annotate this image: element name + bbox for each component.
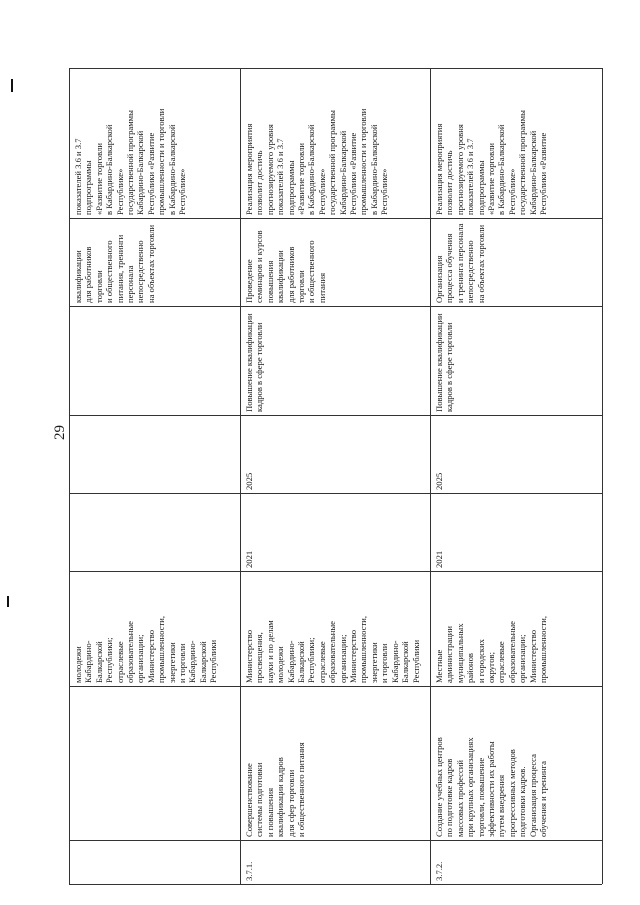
scan-mark: [11, 79, 13, 92]
table-column-border: [69, 493, 602, 494]
table-row-border: [240, 68, 241, 884]
cell-end-year: 2025: [434, 472, 444, 490]
cell-start-year: 2021: [244, 550, 254, 568]
cell-content: Организация процесса обучения и тренинга персонала непосредственно на объектах торговли: [434, 223, 486, 303]
cell-start-year: [73, 496, 236, 568]
cell-start-year: 2021: [434, 550, 444, 568]
table-column-border: [69, 218, 602, 219]
table-row-border: [69, 68, 70, 884]
cell-executors: Местные администрации муниципальных районов и городских округов; отраслевые образовательные организации; Министерство промышленности,: [434, 616, 549, 683]
cell-executors: Министерство просвещения, науки и по делам молодежи Кабардино- Балкарской Республики; отраслевые образовательные организации; Министерство промышленности, энергетики и торговли Кабардино- Балкарской Республики: [244, 616, 421, 683]
cell-activity: [73, 689, 236, 837]
cell-activity: Создание учебных центров по подготовке кадров массовых профессий при крупных организациях торговли, повышение эффективности их работы путем внедрения прогрессивных методов подготовки кадров. Организация процесса обучения и тренинга: [434, 737, 549, 837]
cell-result: Повышение квалификации кадров в сфере торговли: [434, 313, 455, 412]
table-column-border: [69, 840, 602, 841]
cell-content: Проведение семинаров и курсов повышения квалификации для работников торговли и общественного питания: [244, 230, 327, 303]
cell-result: Повышение квалификации кадров в сфере торговли: [244, 313, 265, 412]
cell-end-year: [73, 418, 236, 490]
cell-indicator: показателей 3.6 и 3.7 подпрограммы «Развитие торговли в Кабардино-Балкарской Республике» государственной программы Кабардино-Балкарской Республики «Развитие промышленности и торговли в Кабардино-Балкарской Республике»: [73, 108, 188, 215]
table-row-border: [602, 68, 603, 884]
cell-number: [73, 843, 236, 881]
table-column-border: [69, 306, 602, 307]
table-column-border: [69, 884, 602, 885]
cell-activity: Совершенствование системы подготовки и повышения квалификации кадров для сфер торговли и общественного питания: [244, 742, 307, 837]
cell-number: 3.7.2.: [434, 861, 444, 881]
cell-end-year: 2025: [244, 472, 254, 490]
cell-executors: молодежи Кабардино- Балкарской Республики; отраслевые образовательные организации; Министерство промышленности, энергетики и торговли Кабардино- Балкарской Республики: [73, 616, 219, 683]
table-column-border: [69, 571, 602, 572]
table-column-border: [69, 686, 602, 687]
cell-indicator: Реализация мероприятия позволит достичь прогнозируемого уровня показателей 3.6 и 3.7 подпрограммы «Развитие торговли в Кабардино-Балкарской Республике» государственной программы Кабардино-Балкарской Республики «Развитие: [434, 110, 549, 215]
scan-mark: [7, 596, 9, 607]
page-number: 29: [52, 425, 68, 440]
table-column-border: [69, 415, 602, 416]
table-column-border: [69, 68, 602, 69]
cell-number: 3.7.1.: [244, 861, 254, 881]
cell-content: квалификации для работников торговли и общественного питания, тренинги персонала непосредственно на объектах торговли: [73, 224, 156, 303]
table-row-border: [430, 68, 431, 884]
cell-result: [73, 309, 236, 412]
cell-indicator: Реализация мероприятия позволит достичь прогнозируемого уровня показателей 3.6 и 3.7 подпрограммы «Развитие торговли в Кабардино-Балкарской Республике» государственной программы Кабардино-Балкарской Республики «Развитие промышленности и торговли в Кабардино-Балкарской Республике»: [244, 108, 390, 215]
